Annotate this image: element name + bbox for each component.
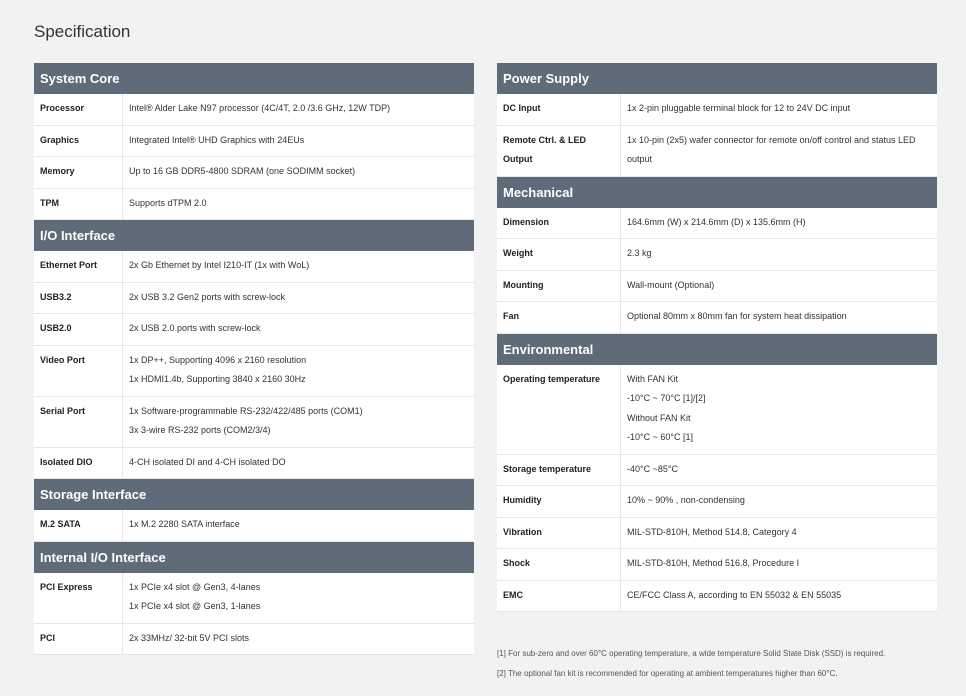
footnote-2: [2] The optional fan kit is recommended for operating at ambient temperatures higher than 60°C. <box>497 669 838 678</box>
spec-label: Fan <box>497 302 621 334</box>
left-spec-column <box>34 63 474 655</box>
spec-value <box>123 251 475 282</box>
spec-row <box>497 302 937 334</box>
spec-label: USB3.2 <box>34 282 123 314</box>
spec-value <box>123 396 475 447</box>
spec-table-environmental <box>497 365 937 613</box>
spec-value-line: 1x M.2 2280 SATA interface <box>129 519 240 529</box>
spec-value <box>621 486 938 518</box>
section-heading-environmental: Environmental <box>497 334 937 365</box>
spec-row <box>497 94 937 125</box>
spec-row <box>497 486 937 518</box>
section-heading-storage-interface: Storage Interface <box>34 479 474 510</box>
spec-label: Isolated DIO <box>34 447 123 479</box>
spec-value <box>621 208 938 239</box>
spec-label: Storage temperature <box>497 454 621 486</box>
spec-label: EMC <box>497 580 621 612</box>
spec-value <box>621 549 938 581</box>
spec-value-line: Intel® Alder Lake N97 processor (4C/4T, 2.0 /3.6 GHz, 12W TDP) <box>129 103 391 113</box>
spec-table-mechanical <box>497 208 937 334</box>
spec-value-line: Up to 16 GB DDR5-4800 SDRAM (one SODIMM socket) <box>129 166 356 176</box>
spec-label: Serial Port <box>34 396 123 447</box>
spec-value-line: Integrated Intel® UHD Graphics with 24EUs <box>129 134 305 145</box>
spec-value-line: -10°C ~ 60°C [1] <box>627 432 693 442</box>
spec-label: Dimension <box>497 208 621 239</box>
footnotes <box>497 644 885 684</box>
spec-row <box>34 447 474 479</box>
spec-value <box>621 94 938 125</box>
spec-value <box>123 345 475 396</box>
spec-row <box>34 94 474 125</box>
spec-value <box>123 623 475 655</box>
footnote-1: [1] For sub-zero and over 60°C operating temperature, a wide temperature Solid State Disk (SSD) is required. <box>497 649 886 658</box>
spec-label: Graphics <box>34 125 123 157</box>
spec-row <box>497 365 937 455</box>
spec-value-line: 1x 2-pin pluggable terminal block for 12 to 24V DC input <box>627 103 851 113</box>
spec-value-line: 1x HDMI1.4b, Supporting 3840 x 2160 30Hz <box>129 374 306 384</box>
section-heading-mechanical: Mechanical <box>497 177 937 208</box>
spec-value <box>621 580 938 612</box>
spec-value <box>123 447 475 479</box>
spec-value-line: Supports dTPM 2.0 <box>129 197 207 208</box>
spec-value <box>123 94 475 125</box>
spec-value-line: 4-CH isolated DI and 4-CH isolated DO <box>129 456 286 467</box>
spec-value <box>123 314 475 346</box>
spec-row <box>497 239 937 271</box>
spec-row <box>34 345 474 396</box>
spec-label: Video Port <box>34 345 123 396</box>
spec-row <box>497 270 937 302</box>
page-title: Specification <box>34 22 131 41</box>
spec-value <box>123 573 475 624</box>
spec-value <box>621 454 938 486</box>
spec-value-line: 164.6mm (W) x 214.6mm (D) x 135.6mm (H) <box>627 216 806 227</box>
spec-value-line: Optional 80mm x 80mm fan for system heat dissipation <box>627 311 847 321</box>
spec-label: Ethernet Port <box>34 251 123 282</box>
section-heading-system-core: System Core <box>34 63 474 94</box>
spec-label: Weight <box>497 239 621 271</box>
spec-table-i-o-interface <box>34 251 474 479</box>
spec-row <box>34 157 474 189</box>
spec-row <box>497 125 937 176</box>
spec-value-line: -10°C ~ 70°C [1]/[2] <box>627 393 706 403</box>
spec-table-storage-interface <box>34 510 474 542</box>
spec-value <box>123 510 475 541</box>
spec-value-line: Without FAN Kit <box>627 412 691 423</box>
spec-row <box>34 314 474 346</box>
spec-value <box>621 517 938 549</box>
spec-row <box>34 125 474 157</box>
spec-value-line: 1x Software-programmable RS-232/422/485 ports (COM1) <box>129 405 363 416</box>
spec-row <box>497 580 937 612</box>
spec-row <box>497 208 937 239</box>
section-heading-internal-i-o-interface: Internal I/O Interface <box>34 542 474 573</box>
spec-label: Humidity <box>497 486 621 518</box>
spec-table-power-supply <box>497 94 937 177</box>
spec-row <box>34 623 474 655</box>
spec-label: Processor <box>34 94 123 125</box>
spec-label: DC Input <box>497 94 621 125</box>
spec-value-line: 2.3 kg <box>627 248 652 258</box>
spec-label: Remote Ctrl. & LED Output <box>497 125 621 176</box>
spec-value-line: 1x DP++, Supporting 4096 x 2160 resolution <box>129 354 307 365</box>
spec-value <box>621 270 938 302</box>
spec-row <box>34 573 474 624</box>
spec-value-line: 2x Gb Ethernet by Intel I210-IT (1x with WoL) <box>129 260 310 270</box>
spec-row <box>34 251 474 282</box>
spec-value-line: 2x USB 2.0 ports with screw-lock <box>129 323 261 333</box>
spec-row <box>34 188 474 220</box>
spec-table-system-core <box>34 94 474 220</box>
spec-label: Shock <box>497 549 621 581</box>
spec-value-line: 1x PCIe x4 slot @ Gen3, 1-lanes <box>129 601 261 611</box>
spec-value-line: 1x 10-pin (2x5) wafer connector for remote on/off control and status LED output <box>627 134 916 164</box>
spec-value-line: 2x USB 3.2 Gen2 ports with screw-lock <box>129 291 286 302</box>
spec-value-line: 1x PCIe x4 slot @ Gen3, 4-lanes <box>129 581 261 592</box>
spec-row <box>34 282 474 314</box>
spec-value-line: 2x 33MHz/ 32-bit 5V PCI slots <box>129 632 250 643</box>
spec-value-line: Wall-mount (Optional) <box>627 279 715 290</box>
spec-table-internal-i-o-interface <box>34 573 474 656</box>
spec-row <box>34 396 474 447</box>
spec-label: Operating temperature <box>497 365 621 455</box>
spec-label: PCI <box>34 623 123 655</box>
spec-value <box>621 239 938 271</box>
spec-value <box>123 125 475 157</box>
spec-row <box>34 510 474 541</box>
spec-value-line: MIL-STD-810H, Method 514.8, Category 4 <box>627 526 797 537</box>
section-heading-i-o-interface: I/O Interface <box>34 220 474 251</box>
spec-value-line: MIL-STD-810H, Method 516.8, Procedure I <box>627 558 800 568</box>
spec-label: Vibration <box>497 517 621 549</box>
spec-value-line: With FAN Kit <box>627 373 679 384</box>
spec-label: TPM <box>34 188 123 220</box>
spec-value <box>123 188 475 220</box>
spec-label: Mounting <box>497 270 621 302</box>
spec-value <box>621 365 938 455</box>
spec-row <box>497 454 937 486</box>
spec-label: Memory <box>34 157 123 189</box>
spec-label: PCI Express <box>34 573 123 624</box>
section-heading-power-supply: Power Supply <box>497 63 937 94</box>
spec-value <box>123 282 475 314</box>
right-spec-column <box>497 63 937 612</box>
spec-label: M.2 SATA <box>34 510 123 541</box>
spec-row <box>497 549 937 581</box>
spec-value-line: CE/FCC Class A, according to EN 55032 & EN 55035 <box>627 589 842 600</box>
spec-value-line: -40°C ~85°C <box>627 463 678 474</box>
spec-value-line: 10% ~ 90% , non-condensing <box>627 495 745 505</box>
spec-row <box>497 517 937 549</box>
spec-value <box>621 125 938 176</box>
spec-value <box>621 302 938 334</box>
spec-label: USB2.0 <box>34 314 123 346</box>
spec-value <box>123 157 475 189</box>
spec-value-line: 3x 3-wire RS-232 ports (COM2/3/4) <box>129 425 271 435</box>
